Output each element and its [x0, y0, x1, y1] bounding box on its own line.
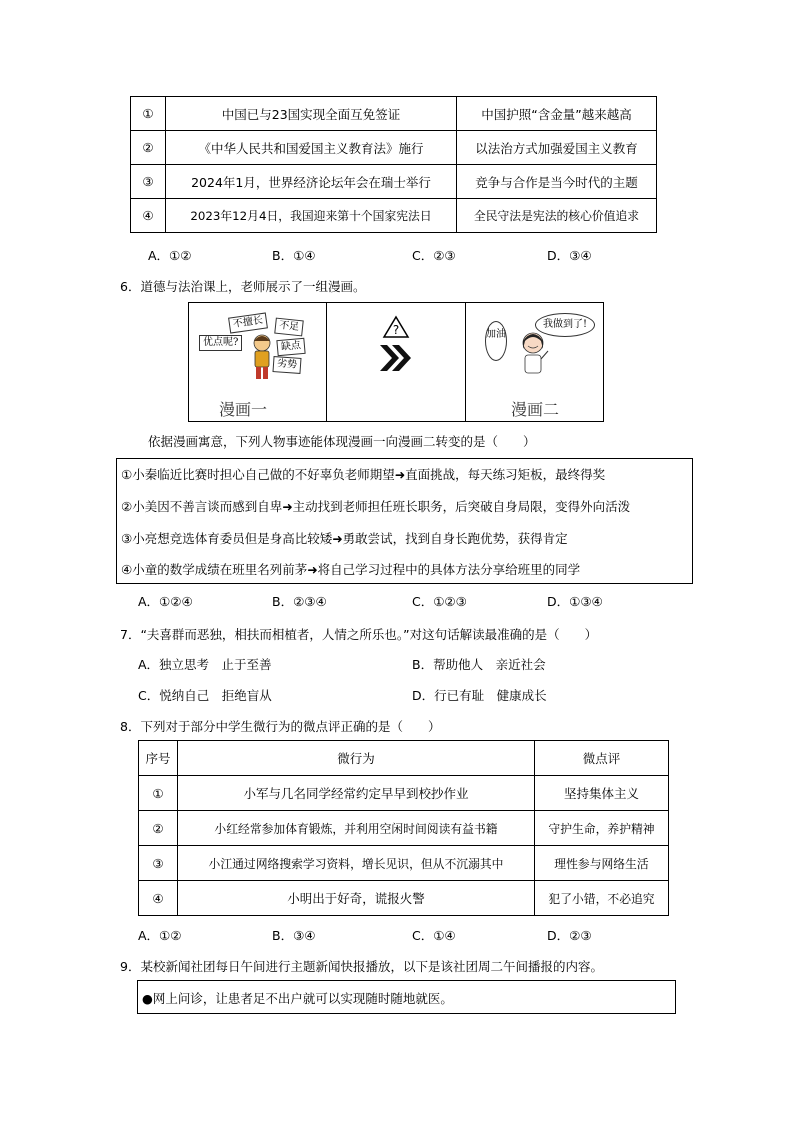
- event-cell: 2024年1月，世界经济论坛年会在瑞士举行: [166, 165, 457, 199]
- row-number: ②: [139, 811, 178, 846]
- q5-option-a[interactable]: A．①②: [148, 248, 192, 263]
- row-number: ③: [131, 165, 166, 199]
- q8-option-c[interactable]: C．①④: [412, 928, 456, 943]
- q6-option-c[interactable]: C．①②③: [412, 594, 467, 609]
- header-cell: 微行为: [178, 741, 535, 776]
- q7-option-d[interactable]: D．行已有耻 健康成长: [412, 688, 547, 703]
- comic-panel-2: [465, 303, 603, 421]
- event-cell: 《中华人民共和国爱国主义教育法》施行: [166, 131, 457, 165]
- table-row: [131, 165, 657, 199]
- behavior-cell: 小江通过网络搜索学习资料，增长见识，但从不沉溺其中: [178, 846, 535, 881]
- q6-stem: 6．道德与法治课上，老师展示了一组漫画。: [120, 279, 366, 294]
- news-item: ●网上问诊，让患者足不出户就可以实现随时随地就医。: [142, 991, 453, 1006]
- q9-news-box: [137, 980, 676, 1014]
- q7-option-a[interactable]: A．独立思考 止于至善: [138, 657, 272, 672]
- row-number: ①: [131, 97, 166, 131]
- table-row: [139, 881, 669, 916]
- behavior-cell: 小明出于好奇，谎报火警: [178, 881, 535, 916]
- comment-cell: 犯了小错，不必追究: [535, 881, 669, 916]
- cheer-bubble: 加油: [485, 321, 507, 361]
- comic-label: 缺点: [276, 338, 305, 356]
- comic-label: 不足: [274, 318, 304, 337]
- comment-cell: 守护生命，养护精神: [535, 811, 669, 846]
- comic-label: 优点呢?: [199, 335, 242, 351]
- comment-cell: 坚持集体主义: [535, 776, 669, 811]
- comic-label: 劣势: [272, 356, 301, 374]
- q6-option-b[interactable]: B．②③④: [272, 594, 327, 609]
- speech-bubble: 我做到了!: [535, 313, 595, 337]
- comic-panel-1: [189, 303, 327, 421]
- svg-text:?: ?: [392, 323, 400, 337]
- event-cell: 中国已与23国实现全面互免签证: [166, 97, 457, 131]
- table-row: [131, 97, 657, 131]
- meaning-cell: 中国护照“含金量”越来越高: [457, 97, 657, 131]
- q8-option-d[interactable]: D．②③: [547, 928, 592, 943]
- table-header-row: [139, 741, 669, 776]
- row-number: ①: [139, 776, 178, 811]
- q7-option-c[interactable]: C．悦纳自己 拒绝盲从: [138, 688, 272, 703]
- q5-table: [130, 96, 657, 233]
- row-number: ②: [131, 131, 166, 165]
- statement-item: ③小亮想竞选体育委员但是身高比较矮➜勇敢尝试，找到自身长跑优势，获得肯定: [121, 531, 568, 546]
- q7-stem: 7．“夫喜群而恶独，相扶而相植者，人情之所乐也。”对这句话解读最准确的是（ ）: [120, 627, 598, 642]
- comic-label: 不擅长: [228, 312, 268, 333]
- q5-option-c[interactable]: C．②③: [412, 248, 456, 263]
- meaning-cell: 竞争与合作是当今时代的主题: [457, 165, 657, 199]
- q6-statements-box: [116, 458, 693, 584]
- comic-1-caption: 漫画一: [219, 400, 268, 419]
- q7-option-b[interactable]: B．帮助他人 亲近社会: [412, 657, 546, 672]
- warning-icon: [382, 315, 410, 339]
- q8-option-b[interactable]: B．③④: [272, 928, 316, 943]
- statement-item: ①小秦临近比赛时担心自己做的不好辜负老师期望➜直面挑战，每天练习矩板，最终得奖: [121, 467, 606, 482]
- table-row: [139, 776, 669, 811]
- q6-option-a[interactable]: A．①②④: [138, 594, 193, 609]
- statement-item: ②小美因不善言谈而感到自卑➜主动找到老师担任班长职务，后突破自身局限，变得外向活泼: [121, 499, 631, 514]
- q8-table: [138, 740, 669, 916]
- chevron-double-right-icon: [378, 343, 414, 373]
- meaning-cell: 以法治方式加强爱国主义教育: [457, 131, 657, 165]
- behavior-cell: 小红经常参加体育锻炼，并利用空闲时间阅读有益书籍: [178, 811, 535, 846]
- q5-option-d[interactable]: D．③④: [547, 248, 592, 263]
- q6-prompt: 依据漫画寓意，下列人物事迹能体现漫画一向漫画二转变的是（ ）: [148, 434, 536, 449]
- row-number: ④: [131, 199, 166, 233]
- event-cell: 2023年12月4日，我国迎来第十个国家宪法日: [166, 199, 457, 233]
- table-row: [131, 199, 657, 233]
- q8-option-a[interactable]: A．①②: [138, 928, 182, 943]
- sad-child-icon: [247, 333, 277, 381]
- statement-item: ④小童的数学成绩在班里名列前茅➜将自己学习过程中的具体方法分享给班里的同学: [121, 562, 581, 577]
- q5-option-b[interactable]: B．①④: [272, 248, 316, 263]
- table-row: [139, 846, 669, 881]
- header-cell: 微点评: [535, 741, 669, 776]
- q9-stem: 9．某校新闻社团每日午间进行主题新闻快报播放，以下是该社团周二午间播报的内容。: [120, 959, 603, 974]
- row-number: ③: [139, 846, 178, 881]
- behavior-cell: 小军与几名同学经常约定早早到校抄作业: [178, 776, 535, 811]
- q8-stem: 8．下列对于部分中学生微行为的微点评正确的是（ ）: [120, 719, 441, 734]
- table-row: [139, 811, 669, 846]
- comment-cell: 理性参与网络生活: [535, 846, 669, 881]
- table-row: [131, 131, 657, 165]
- comic-strip: [188, 302, 604, 422]
- comic-panel-middle: [326, 303, 466, 421]
- q6-option-d[interactable]: D．①③④: [547, 594, 603, 609]
- meaning-cell: 全民守法是宪法的核心价值追求: [457, 199, 657, 233]
- happy-girl-icon: [515, 329, 551, 377]
- header-cell: 序号: [139, 741, 178, 776]
- row-number: ④: [139, 881, 178, 916]
- comic-2-caption: 漫画二: [511, 400, 560, 419]
